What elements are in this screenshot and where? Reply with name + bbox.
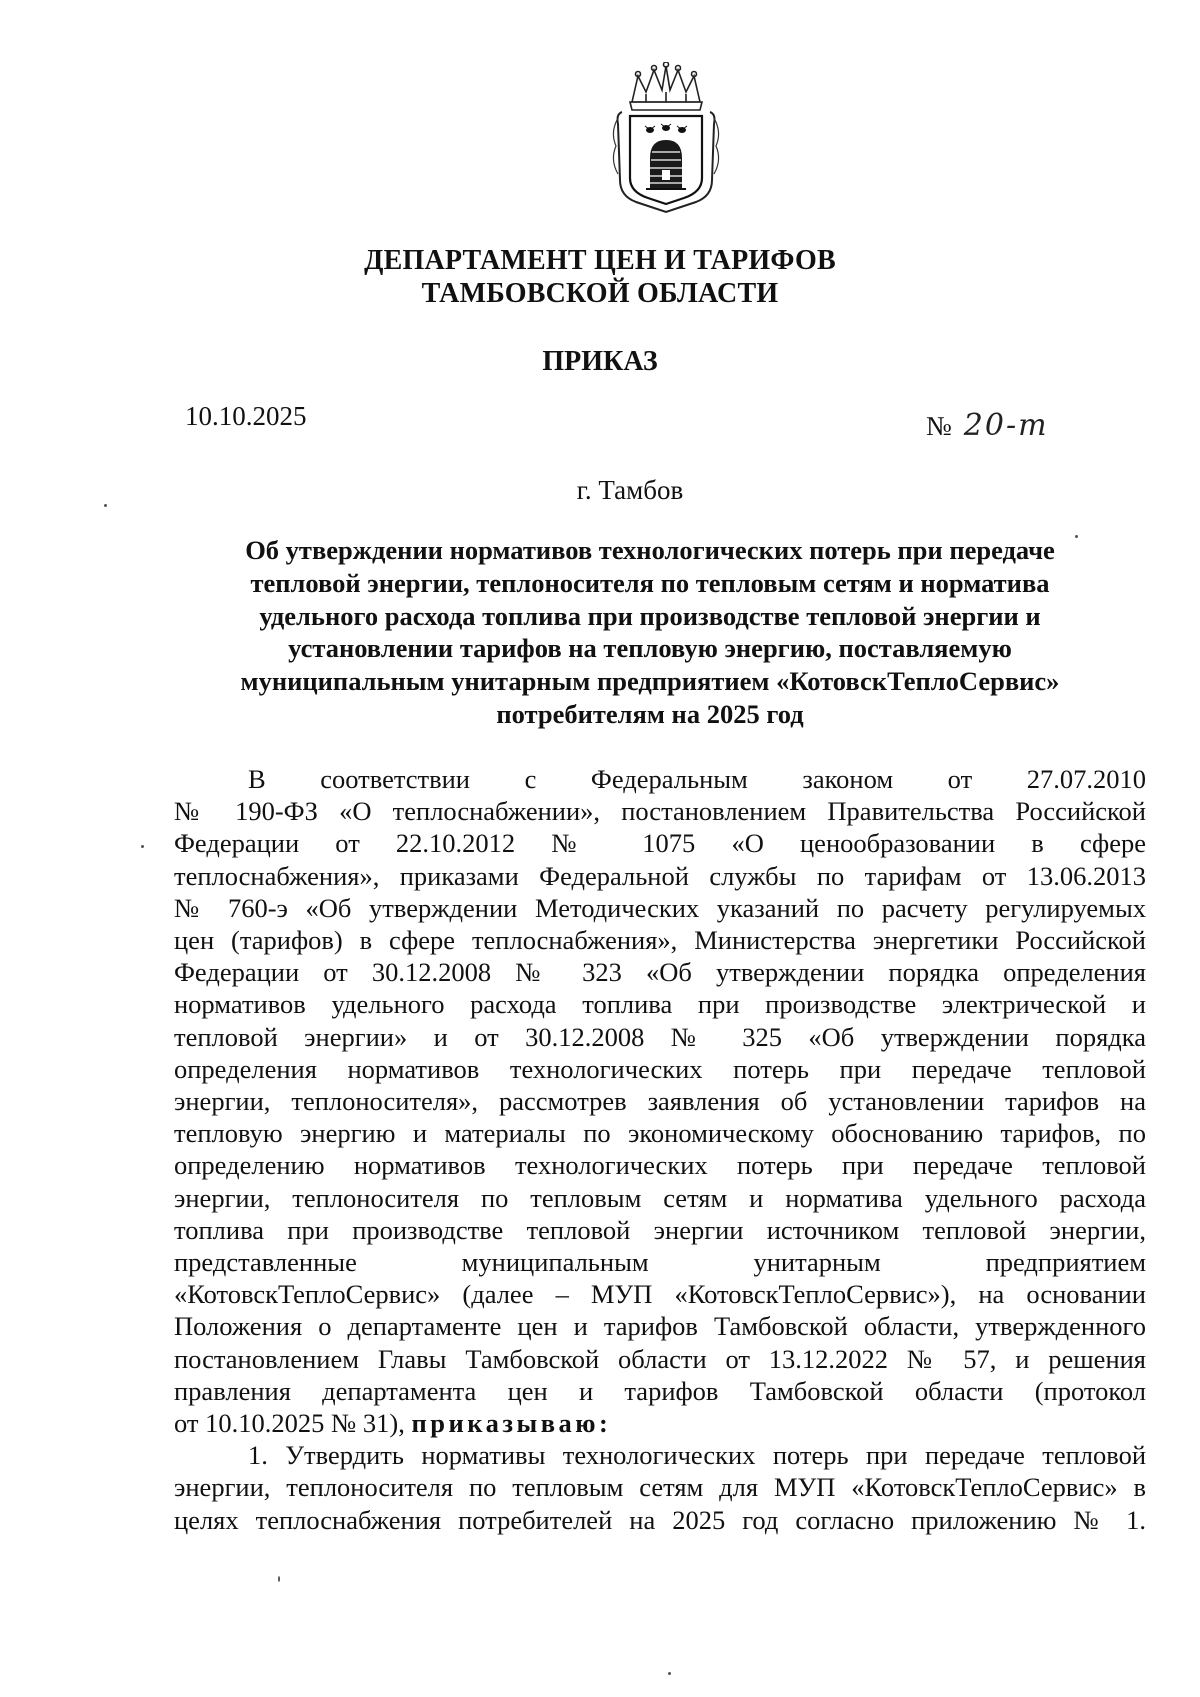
preamble-line: Федерации от 22.10.2012 № 1075 «О ценообразовании в сфере [174, 828, 1146, 859]
preamble-line: тепловой энергии» и от 30.12.2008 № 325 «Об утверждении порядка [174, 1021, 1146, 1052]
preamble-line: нормативов удельного расхода топлива при производстве электрической и [174, 989, 1146, 1020]
protocol-reference: от 10.10.2025 № 31), [174, 1408, 405, 1439]
preamble-line: правления департамента цен и тарифов Тамбовской области (протокол [174, 1375, 1146, 1406]
preamble-line: «КотовскТеплоСервис» (далее – МУП «КотовскТеплоСервис»), на основании [174, 1279, 1146, 1310]
order-word: приказываю: [411, 1408, 612, 1439]
scan-speck [104, 504, 107, 507]
preamble-line: определению нормативов технологических потерь при передаче тепловой [174, 1150, 1146, 1181]
order-subject [200, 534, 1100, 731]
document-type: ПРИКАЗ [542, 346, 658, 377]
subject-line: муниципальным унитарным предприятием «КотовскТеплоСервис» [240, 666, 1060, 697]
subject-line: потребителям на 2025 год [496, 698, 804, 729]
subject-line: удельного расхода топлива при производстве тепловой энергии и [259, 600, 1041, 631]
department-name [0, 244, 1200, 310]
subject-line: установлении тарифов на тепловую энергию, поставляемую [288, 633, 1012, 664]
preamble-line: № 760-э «Об утверждении Методических указаний по расчету регулируемых [174, 892, 1146, 923]
scan-speck [1075, 535, 1078, 538]
preamble-line: № 190-ФЗ «О теплоснабжении», постановлением Правительства Российской [174, 796, 1146, 827]
preamble-line: тепловую энергию и материалы по экономическому обоснованию тарифов, по [174, 1118, 1146, 1149]
preamble-line: Положения о департаменте цен и тарифов Тамбовской области, утвержденного [174, 1311, 1146, 1342]
preamble-last-line [174, 1407, 1146, 1439]
number-label: № [926, 411, 952, 441]
preamble-line: постановлением Главы Тамбовской области от 13.12.2022 № 57, и решения [174, 1343, 1146, 1374]
order-body [174, 763, 1146, 1536]
scan-speck [668, 1672, 671, 1675]
preamble-line: топлива при производстве тепловой энергии источником тепловой энергии, [174, 1214, 1146, 1245]
preamble-line: представленные муниципальным унитарным предприятием [174, 1247, 1146, 1278]
department-line-2: ТАМБОВСКОЙ ОБЛАСТИ [421, 278, 779, 309]
order-date: 10.10.2025 [185, 401, 307, 431]
preamble-line: энергии, теплоносителя по тепловым сетям и норматива удельного расхода [174, 1182, 1146, 1213]
item-1-line: целях теплоснабжения потребителей на 2025 год согласно приложению № 1. [174, 1504, 1146, 1535]
tambov-region-coat-of-arms-icon [612, 62, 720, 214]
preamble-line: теплоснабжения», приказами Федеральной службы по тарифам от 13.06.2013 [174, 860, 1146, 891]
subject-line: Об утверждении нормативов технологических потерь при передаче [245, 535, 1055, 565]
preamble-line: Федерации от 30.12.2008 № 323 «Об утверждении порядка определения [174, 957, 1146, 988]
item-1-line: 1. Утвердить нормативы технологических потерь при передаче тепловой [248, 1440, 1146, 1471]
preamble-line: В соответствии с Федеральным законом от 27.07.2010 [248, 764, 1146, 794]
item-1-line: энергии, теплоносителя по тепловым сетям для МУП «КотовскТеплоСервис» в [174, 1472, 1146, 1503]
order-city: г. Тамбов [576, 475, 684, 505]
preamble-line: цен (тарифов) в сфере теплоснабжения», Министерства энергетики Российской [174, 925, 1146, 956]
number-handwritten-value: 20-т [963, 408, 1049, 443]
preamble-line: определения нормативов технологических потерь при передаче тепловой [174, 1053, 1146, 1084]
scan-speck [278, 1576, 280, 1582]
subject-line: тепловой энергии, теплоносителя по тепловым сетям и норматива [250, 567, 1050, 598]
order-number [926, 410, 1049, 442]
scan-speck [141, 845, 144, 848]
department-line-1: ДЕПАРТАМЕНТ ЦЕН И ТАРИФОВ [364, 245, 836, 276]
preamble-line: энергии, теплоносителя», рассмотрев заявления об установлении тарифов на [174, 1086, 1146, 1117]
